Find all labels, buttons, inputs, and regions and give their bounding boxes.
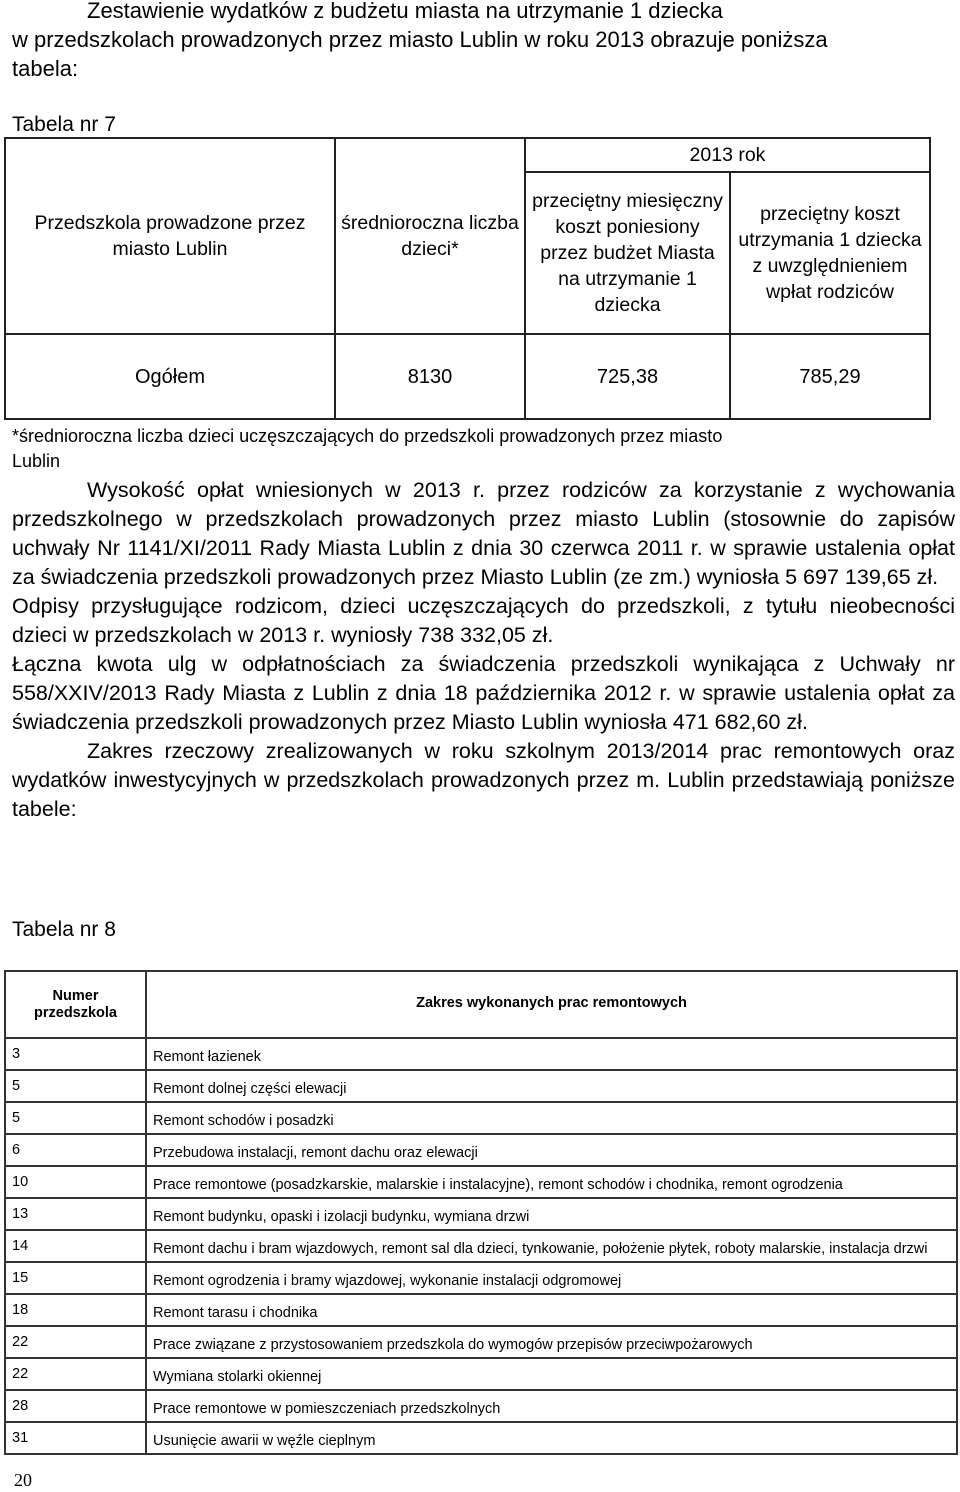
intro-line-2: w przedszkolach prowadzonych przez miasto Lublin w roku 2013 obrazuje poniższa <box>12 27 828 52</box>
t8-cell-desc: Prace remontowe w pomieszczeniach przedszkolnych <box>146 1390 957 1422</box>
t8-cell-number: 18 <box>5 1294 146 1326</box>
footnote-line-2: Lublin <box>12 451 61 471</box>
table-row <box>5 1294 957 1326</box>
intro-line-3: tabela: <box>12 56 79 81</box>
t7-total-cost-with-fees: 785,29 <box>730 334 930 419</box>
t8-cell-number: 5 <box>5 1070 146 1102</box>
intro-line-1: Zestawienie wydatków z budżetu miasta na utrzymanie 1 dziecka <box>87 0 723 23</box>
t8-cell-number: 15 <box>5 1262 146 1294</box>
t8-cell-desc: Remont dachu i bram wjazdowych, remont sal dla dzieci, tynkowanie, położenie płytek, roboty malarskie, instalacja drzwi <box>146 1230 957 1262</box>
table-row <box>5 1102 957 1134</box>
table-row <box>5 1198 957 1230</box>
t8-cell-number: 3 <box>5 1038 146 1070</box>
footnote-line-1: *średnioroczna liczba dzieci uczęszczających do przedszkoli prowadzonych przez miasto <box>12 426 723 446</box>
table-row <box>5 1230 957 1262</box>
t8-cell-desc: Wymiana stolarki okiennej <box>146 1358 957 1390</box>
t8-cell-desc: Prace remontowe (posadzkarskie, malarskie i instalacyjne), remont schodów i chodnika, remont ogrodzenia <box>146 1166 957 1198</box>
t7-total-cost: 725,38 <box>525 334 730 419</box>
t7-header-monthly-cost: przeciętny miesięczny koszt poniesiony przez budżet Miasta na utrzymanie 1 dziecka <box>525 172 730 334</box>
t7-total-row <box>5 334 930 419</box>
t8-cell-number: 6 <box>5 1134 146 1166</box>
table-row <box>5 1390 957 1422</box>
t8-header-number: Numer przedszkola <box>5 971 146 1038</box>
table-8-label: Tabela nr 8 <box>12 918 116 941</box>
intro-text <box>12 0 957 83</box>
t8-header-row <box>5 971 957 1038</box>
table-row <box>5 1262 957 1294</box>
t7-total-label: Ogółem <box>5 334 335 419</box>
table-row <box>5 1422 957 1454</box>
t8-cell-desc: Remont ogrodzenia i bramy wjazdowej, wykonanie instalacji odgromowej <box>146 1262 957 1294</box>
t8-cell-desc: Remont tarasu i chodnika <box>146 1294 957 1326</box>
table-row <box>5 1070 957 1102</box>
table-7 <box>4 137 931 420</box>
footnote <box>12 424 722 474</box>
t8-cell-number: 14 <box>5 1230 146 1262</box>
t8-cell-number: 31 <box>5 1422 146 1454</box>
paragraph-discounts: Łączna kwota ulg w odpłatnościach za świadczenia przedszkoli wynikająca z Uchwały nr 558/XXIV/2013 Rady Miasta z Lublin z dnia 18 października 2012 r. w sprawie ustalenia opłat za świadczenia przedszkoli prowadzonych przez Miasto Lublin wyniosła 471 682,60 zł. <box>12 652 955 734</box>
t8-cell-number: 22 <box>5 1326 146 1358</box>
t8-header-scope: Zakres wykonanych prac remontowych <box>146 971 957 1038</box>
t8-cell-number: 13 <box>5 1198 146 1230</box>
table-row <box>5 1358 957 1390</box>
table-row <box>5 1134 957 1166</box>
t8-cell-desc: Przebudowa instalacji, remont dachu oraz elewacji <box>146 1134 957 1166</box>
paragraph-fees: Wysokość opłat wniesionych w 2013 r. przez rodziców za korzystanie z wychowania przedszkolnego w przedszkolach prowadzonych przez miasto Lublin (stosownie do zapisów uchwały Nr 1141/XI/2011 Rady Miasta Lublin z dnia 30 czerwca 2011 r. w sprawie ustalenia opłat za świadczenia przedszkoli prowadzonych przez Miasto Lublin (ze zm.) wyniosła 5 697 139,65 zł. <box>12 478 955 589</box>
t8-cell-desc: Remont budynku, opaski i izolacji budynku, wymiana drzwi <box>146 1198 957 1230</box>
page-number: 20 <box>14 1470 32 1490</box>
t7-header-year: 2013 rok <box>525 138 930 172</box>
t8-cell-desc: Remont dolnej części elewacji <box>146 1070 957 1102</box>
table-8 <box>4 970 958 1455</box>
t8-cell-number: 5 <box>5 1102 146 1134</box>
table-row <box>5 1166 957 1198</box>
table-7-label: Tabela nr 7 <box>12 113 116 136</box>
t7-header-avg-children: średnioroczna liczba dzieci* <box>335 138 525 334</box>
body-text <box>12 476 955 824</box>
t8-cell-number: 10 <box>5 1166 146 1198</box>
t8-cell-desc: Remont schodów i posadzki <box>146 1102 957 1134</box>
t7-header-cost-with-fees: przeciętny koszt utrzymania 1 dziecka z uwzględnieniem wpłat rodziców <box>730 172 930 334</box>
t7-header-kindergartens: Przedszkola prowadzone przez miasto Lublin <box>5 138 335 334</box>
t8-cell-number: 22 <box>5 1358 146 1390</box>
t8-cell-desc: Remont łazienek <box>146 1038 957 1070</box>
t8-cell-desc: Prace związane z przystosowaniem przedszkola do wymogów przepisów przeciwpożarowych <box>146 1326 957 1358</box>
table-row <box>5 1038 957 1070</box>
t8-cell-number: 28 <box>5 1390 146 1422</box>
table-row <box>5 1326 957 1358</box>
t8-cell-desc: Usunięcie awarii w węźle cieplnym <box>146 1422 957 1454</box>
paragraph-scope: Zakres rzeczowy zrealizowanych w roku szkolnym 2013/2014 prac remontowych oraz wydatków inwestycyjnych w przedszkolach prowadzonych przez m. Lublin przedstawiają poniższe tabele: <box>12 739 955 821</box>
t7-total-children: 8130 <box>335 334 525 419</box>
paragraph-deductions: Odpisy przysługujące rodzicom, dzieci uczęszczających do przedszkoli, z tytułu nieobecności dzieci w przedszkolach w 2013 r. wyniosły 738 332,05 zł. <box>12 594 955 647</box>
